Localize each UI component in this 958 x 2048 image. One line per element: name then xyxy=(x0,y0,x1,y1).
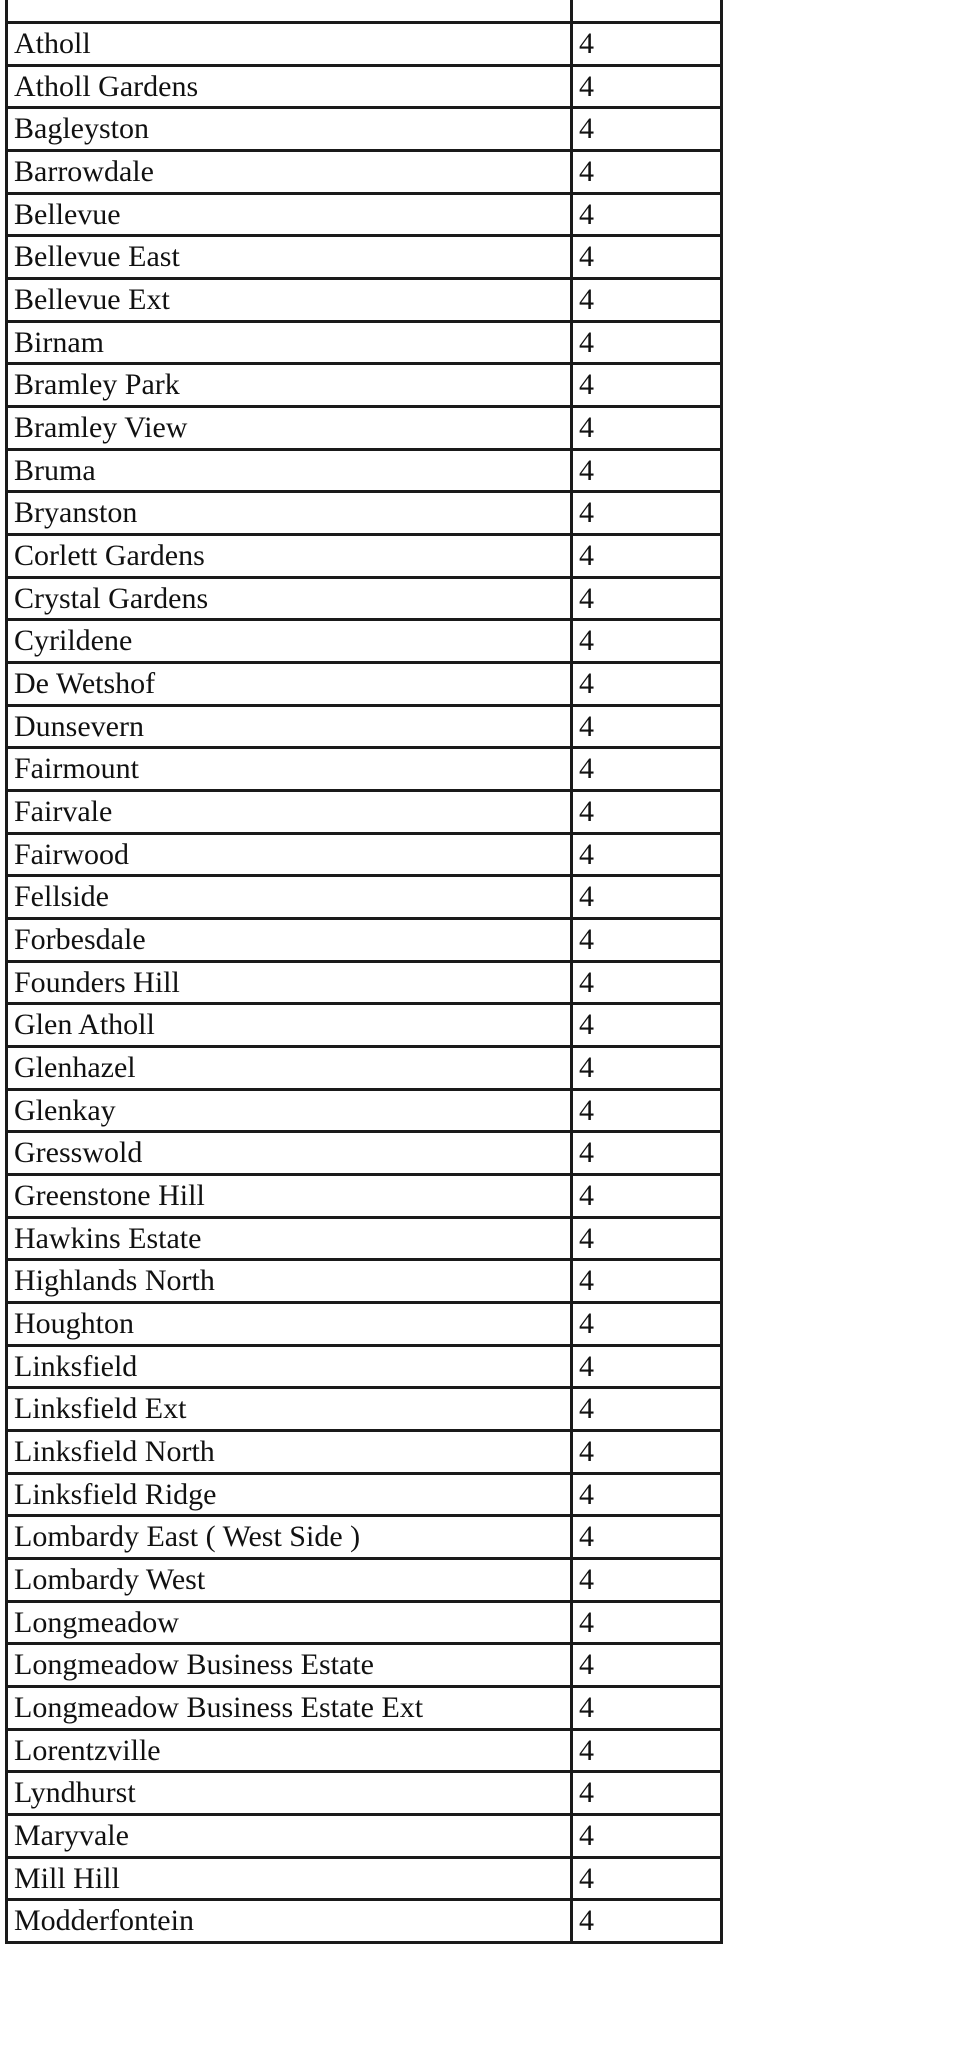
table-row xyxy=(7,1388,722,1431)
table-row xyxy=(7,194,722,236)
table-row xyxy=(7,1303,722,1346)
suburb-cell: Linksfield North xyxy=(7,1431,572,1474)
zone-cell: 4 xyxy=(572,1388,722,1431)
table-row xyxy=(7,1047,722,1090)
table-row xyxy=(7,1474,722,1516)
table-row xyxy=(7,1687,722,1730)
zone-cell: 4 xyxy=(572,876,722,919)
suburb-cell: Dunsevern xyxy=(7,706,572,748)
suburb-cell: Crystal Gardens xyxy=(7,578,572,620)
suburb-cell: Bramley Park xyxy=(7,364,572,407)
suburb-cell: Linksfield Ridge xyxy=(7,1474,572,1516)
table-row xyxy=(7,492,722,535)
table-row xyxy=(7,23,722,66)
table-row xyxy=(7,1346,722,1388)
suburb-cell: Glen Atholl xyxy=(7,1004,572,1047)
table-row xyxy=(7,1431,722,1474)
table-row xyxy=(7,1730,722,1772)
table-row xyxy=(7,706,722,748)
zone-cell: 4 xyxy=(572,535,722,578)
suburb-cell: De Wetshof xyxy=(7,663,572,706)
zone-cell: 4 xyxy=(572,1772,722,1815)
suburb-cell: Forbesdale xyxy=(7,919,572,962)
table-row xyxy=(7,663,722,706)
table-row xyxy=(7,876,722,919)
zone-cell: 4 xyxy=(572,706,722,748)
table-row xyxy=(7,322,722,364)
table-row xyxy=(7,407,722,450)
zone-cell: 4 xyxy=(572,663,722,706)
zone-cell: 4 xyxy=(572,364,722,407)
table-row xyxy=(7,620,722,663)
table-row xyxy=(7,1858,722,1900)
suburb-cell: Bramley View xyxy=(7,407,572,450)
zone-cell: 4 xyxy=(572,492,722,535)
zone-cell: 4 xyxy=(572,407,722,450)
table-row xyxy=(7,1602,722,1644)
zone-cell: 4 xyxy=(572,1559,722,1602)
table-body xyxy=(7,0,722,1943)
table-row xyxy=(7,1218,722,1260)
suburb-cell: Lombardy West xyxy=(7,1559,572,1602)
suburb-cell: Lorentzville xyxy=(7,1730,572,1772)
zone-cell xyxy=(572,0,722,23)
suburb-cell: Birnam xyxy=(7,322,572,364)
zone-cell: 4 xyxy=(572,1900,722,1943)
zone-cell: 4 xyxy=(572,1303,722,1346)
zone-cell: 4 xyxy=(572,1474,722,1516)
suburb-cell: Modderfontein xyxy=(7,1900,572,1943)
zone-cell: 4 xyxy=(572,23,722,66)
suburb-cell: Cyrildene xyxy=(7,620,572,663)
suburb-cell: Linksfield Ext xyxy=(7,1388,572,1431)
zone-cell: 4 xyxy=(572,578,722,620)
zone-cell: 4 xyxy=(572,1431,722,1474)
table-row xyxy=(7,364,722,407)
table-row xyxy=(7,1900,722,1943)
zone-cell: 4 xyxy=(572,1004,722,1047)
zone-cell: 4 xyxy=(572,620,722,663)
table-row xyxy=(7,236,722,279)
suburb-cell: Longmeadow Business Estate Ext xyxy=(7,1687,572,1730)
suburb-cell: Atholl xyxy=(7,23,572,66)
suburb-cell: Longmeadow Business Estate xyxy=(7,1644,572,1687)
zone-cell: 4 xyxy=(572,834,722,876)
suburb-cell: Fellside xyxy=(7,876,572,919)
suburb-cell: Bellevue xyxy=(7,194,572,236)
suburb-cell: Lombardy East ( West Side ) xyxy=(7,1516,572,1559)
suburb-cell: Greenstone Hill xyxy=(7,1175,572,1218)
zone-cell: 4 xyxy=(572,1602,722,1644)
suburb-cell: Bellevue Ext xyxy=(7,279,572,322)
table-row xyxy=(7,1815,722,1858)
table-row xyxy=(7,962,722,1004)
suburb-cell: Bagleyston xyxy=(7,108,572,151)
suburb-cell: Bryanston xyxy=(7,492,572,535)
table-row xyxy=(7,1516,722,1559)
zone-cell: 4 xyxy=(572,962,722,1004)
table-row xyxy=(7,1175,722,1218)
suburb-cell: Maryvale xyxy=(7,1815,572,1858)
suburb-cell: Glenkay xyxy=(7,1090,572,1132)
table-row xyxy=(7,578,722,620)
table-row xyxy=(7,1644,722,1687)
table-row xyxy=(7,919,722,962)
zone-cell: 4 xyxy=(572,1218,722,1260)
zone-cell: 4 xyxy=(572,194,722,236)
zone-cell: 4 xyxy=(572,151,722,194)
table-row xyxy=(7,108,722,151)
zone-cell: 4 xyxy=(572,322,722,364)
suburb-cell: Gresswold xyxy=(7,1132,572,1175)
suburb-cell: Fairmount xyxy=(7,748,572,791)
suburb-cell: Barrowdale xyxy=(7,151,572,194)
table-row xyxy=(7,1260,722,1303)
suburb-cell: Bellevue East xyxy=(7,236,572,279)
zone-cell: 4 xyxy=(572,108,722,151)
zone-cell: 4 xyxy=(572,1132,722,1175)
suburb-cell: Fairwood xyxy=(7,834,572,876)
zone-cell: 4 xyxy=(572,279,722,322)
table-row xyxy=(7,1772,722,1815)
table-row xyxy=(7,834,722,876)
table-row xyxy=(7,279,722,322)
suburb-cell: Lyndhurst xyxy=(7,1772,572,1815)
zone-cell: 4 xyxy=(572,1090,722,1132)
suburb-cell: Fairvale xyxy=(7,791,572,834)
zone-cell: 4 xyxy=(572,919,722,962)
suburb-cell: Corlett Gardens xyxy=(7,535,572,578)
table-row xyxy=(7,791,722,834)
table-row-partial xyxy=(7,0,722,23)
suburb-cell: Houghton xyxy=(7,1303,572,1346)
suburb-cell: Highlands North xyxy=(7,1260,572,1303)
zone-cell: 4 xyxy=(572,1047,722,1090)
zone-cell: 4 xyxy=(572,450,722,492)
suburb-zone-table xyxy=(5,0,723,1944)
table-row xyxy=(7,535,722,578)
zone-cell: 4 xyxy=(572,1346,722,1388)
table-row xyxy=(7,450,722,492)
table-row xyxy=(7,1090,722,1132)
zone-cell: 4 xyxy=(572,1260,722,1303)
suburb-cell: Glenhazel xyxy=(7,1047,572,1090)
table-row xyxy=(7,1132,722,1175)
suburb-cell: Longmeadow xyxy=(7,1602,572,1644)
suburb-cell: Bruma xyxy=(7,450,572,492)
suburb-cell: Mill Hill xyxy=(7,1858,572,1900)
zone-cell: 4 xyxy=(572,236,722,279)
suburb-zone-table-container xyxy=(5,0,720,1944)
table-row xyxy=(7,1559,722,1602)
suburb-cell: Hawkins Estate xyxy=(7,1218,572,1260)
zone-cell: 4 xyxy=(572,748,722,791)
table-row xyxy=(7,1004,722,1047)
zone-cell: 4 xyxy=(572,1687,722,1730)
table-row xyxy=(7,66,722,108)
zone-cell: 4 xyxy=(572,1730,722,1772)
suburb-cell: Founders Hill xyxy=(7,962,572,1004)
zone-cell: 4 xyxy=(572,66,722,108)
suburb-cell: Linksfield xyxy=(7,1346,572,1388)
suburb-cell: Atholl Gardens xyxy=(7,66,572,108)
table-row xyxy=(7,748,722,791)
zone-cell: 4 xyxy=(572,791,722,834)
zone-cell: 4 xyxy=(572,1644,722,1687)
zone-cell: 4 xyxy=(572,1815,722,1858)
suburb-cell xyxy=(7,0,572,23)
table-row xyxy=(7,151,722,194)
zone-cell: 4 xyxy=(572,1175,722,1218)
zone-cell: 4 xyxy=(572,1858,722,1900)
zone-cell: 4 xyxy=(572,1516,722,1559)
